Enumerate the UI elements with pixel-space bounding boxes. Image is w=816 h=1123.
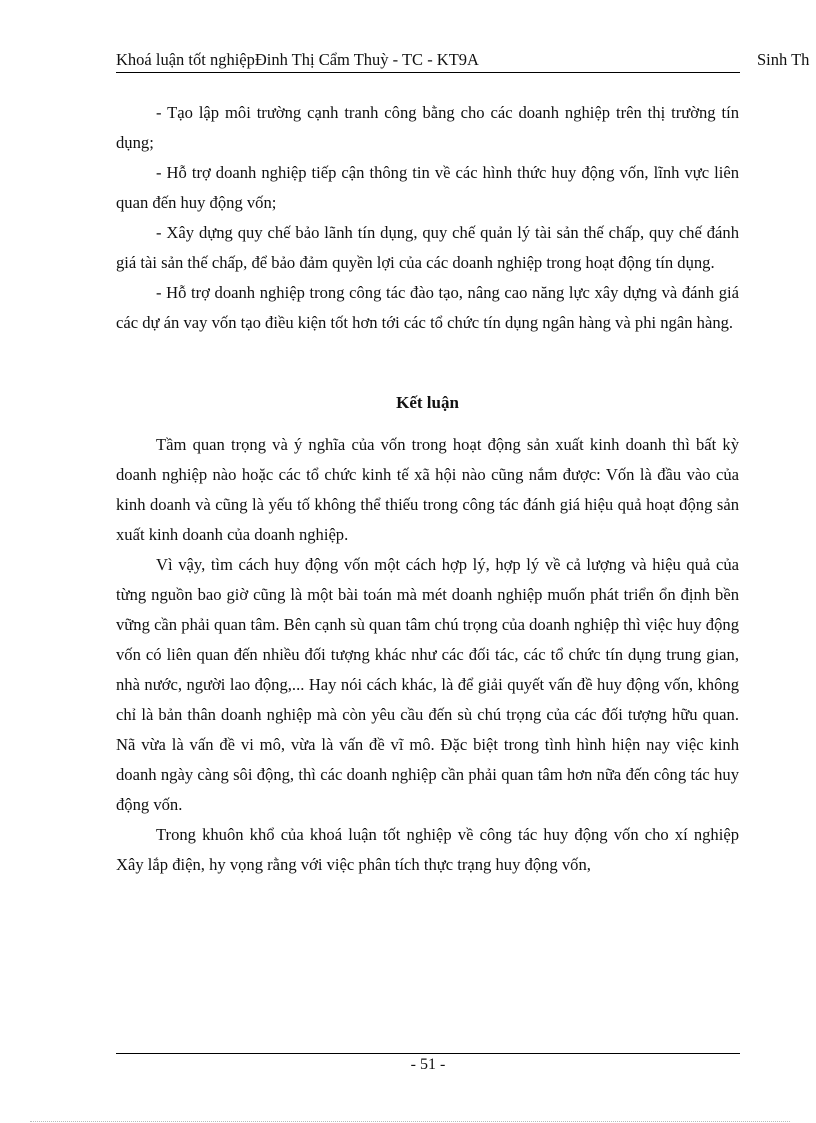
- page-edge-dots: [30, 1121, 790, 1122]
- header-right-text: Sinh Th: [757, 50, 810, 69]
- footer-divider: [116, 1053, 740, 1054]
- header-divider: [116, 72, 740, 73]
- paragraph: - Tạo lập môi trường cạnh tranh công bằng cho các doanh nghiệp trên thị trường tín dụng;: [116, 103, 739, 152]
- page-header: [116, 50, 816, 74]
- paragraph: - Hỗ trợ doanh nghiệp trong công tác đào tạo, nâng cao năng lực xây dựng và đánh giá các dự án vay vốn tạo điều kiện tốt hơn tới các tổ chức tín dụng ngân hàng và phi ngân hàng.: [116, 283, 739, 332]
- page-number: - 51 -: [410, 1056, 446, 1073]
- paragraph: Tầm quan trọng và ý nghĩa của vốn trong hoạt động sản xuất kinh doanh thì bất kỳ doanh nghiệp nào hoặc các tổ chức kinh tế xã hội nào cũng nắm được: Vốn là đầu vào của kinh doanh và cũng là yếu tố không thể thiếu trong công tác đánh giá hiệu quả hoạt động sản xuất kinh doanh của doanh nghiệp.: [116, 435, 739, 544]
- paragraph: Vì vậy, tìm cách huy động vốn một cách hợp lý, hợp lý về cả lượng và hiệu quả của từng nguồn bao giờ cũng là một bài toán mà mét doanh nghiệp muốn phát triển ổn định bền vững cần phải quan tâm. Bên cạnh sù quan tâm chú trọng của doanh nghiệp thì việc huy động vốn có liên quan đến nhiều đối tượng khác như các đối tác, các tổ chức tín dụng trung gian, nhà nước, người lao động,... Hay nói cách khác, là để giải quyết vấn đề huy động vốn, không chỉ là bản thân doanh nghiệp mà còn yêu cầu đến sù chú trọng của các đối tượng hữu quan. Nã vừa là vấn đề vi mô, vừa là vấn đề vĩ mô. Đặc biệt trong tình hình hiện nay việc kinh doanh ngày càng sôi động, thì các doanh nghiệp cần phải quan tâm hơn nữa đến công tác huy động vốn.: [116, 555, 739, 814]
- header-title: Khoá luận tốt nghiệpĐinh Thị Cẩm Thuỳ - TC - KT9A: [116, 50, 479, 69]
- paragraph: - Hỗ trợ doanh nghiệp tiếp cận thông tin về các hình thức huy động vốn, lĩnh vực liên quan đến huy động vốn;: [116, 163, 739, 212]
- paragraph: Trong khuôn khổ của khoá luận tốt nghiệp về công tác huy động vốn cho xí nghiệp Xây lắp điện, hy vọng rằng với việc phân tích thực trạng huy động vốn,: [116, 825, 739, 874]
- paragraph: - Xây dựng quy chế bảo lãnh tín dụng, quy chế quản lý tài sản thế chấp, quy chế đánh giá tài sản thế chấp, để bảo đảm quyền lợi của các doanh nghiệp trong hoạt động tín dụng.: [116, 223, 739, 272]
- document-body: [116, 98, 739, 880]
- section-heading: Kết luận: [396, 393, 459, 412]
